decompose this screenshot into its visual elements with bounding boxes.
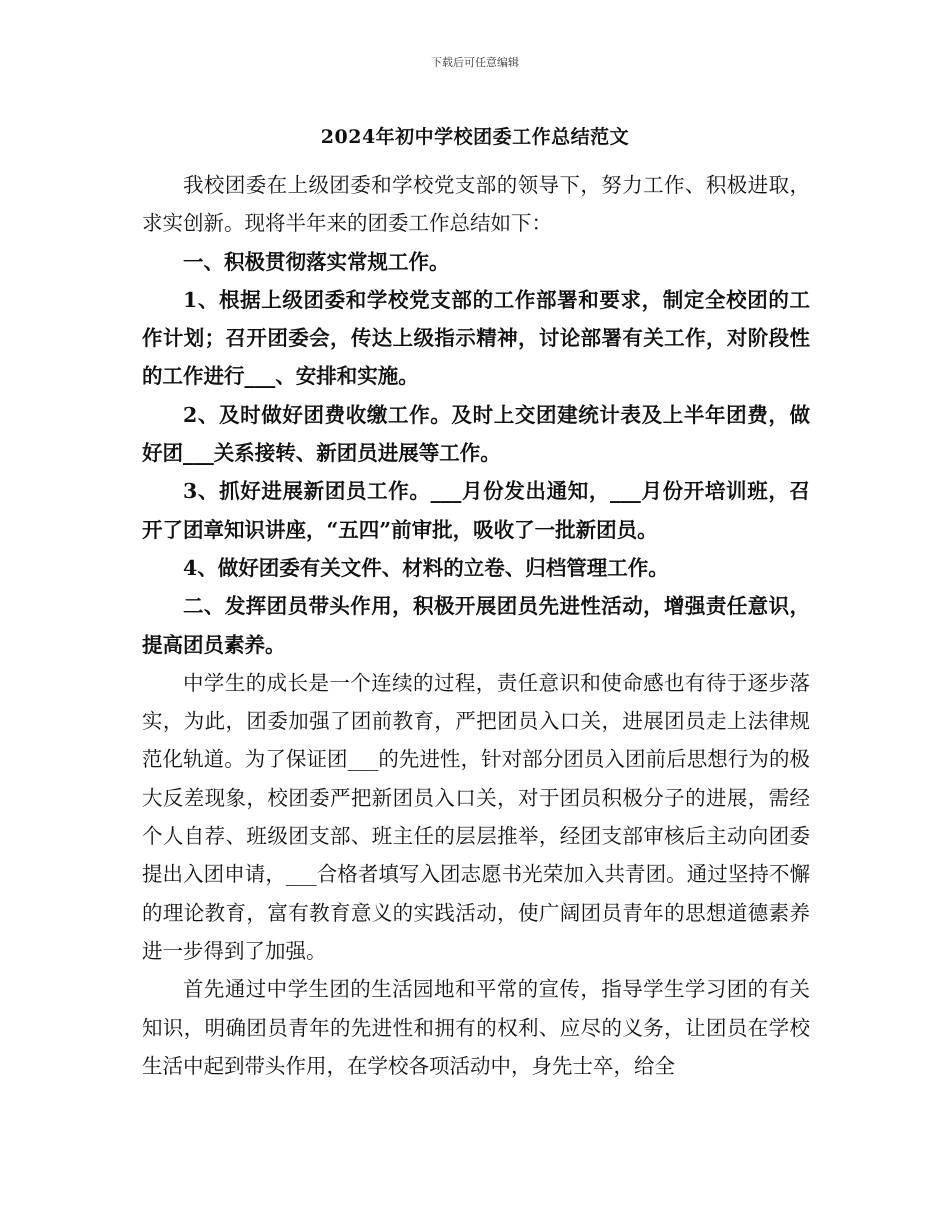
body-paragraph: 首先通过中学生团的生活园地和平常的宣传，指导学生学习团的有关知识，明确团员青年的先进性和拥有的权利、应尽的义务，让团员在学校生活中起到带头作用，在学校各项活动中，身先士卒，给全 xyxy=(142,977,810,1078)
intro-paragraph: 我校团委在上级团委和学校党支部的领导下，努力工作、积极进取，求实创新。现将半年来的团委工作总结如下： xyxy=(142,173,810,236)
list-item-1: 1、根据上级团委和学校党支部的工作部署和要求，制定全校团的工作计划；召开团委会，传达上级指示精神，讨论部署有关工作，对阶段性的工作进行___、安排和实施。 xyxy=(142,287,810,389)
list-item-4: 4、做好团委有关文件、材料的立卷、归档管理工作。 xyxy=(183,555,669,580)
list-item-3: 3、抓好进展新团员工作。___月份发出通知，___月份开培训班，召开了团章知识讲座，“五四”前审批，吸收了一批新团员。 xyxy=(142,479,810,542)
document-title: 2024年初中学校团委工作总结范文 xyxy=(320,126,630,148)
body-paragraph: 中学生的成长是一个连续的过程，责任意识和使命感也有待于逐步落实，为此，团委加强了团前教育，严把团员入口关，进展团员走上法律规范化轨道。为了保证团___的先进性，针对部分团员入团前后思想行为的极大反差现象，校团委严把新团员入口关，对于团员积极分子的进展，需经个人自荐、班级团支部、班主任的层层推举，经团支部审核后主动向团委提出入团申请，___合格者填写入团志愿书光荣加入共青团。通过坚持不懈的理论教育，富有教育意义的实践活动，使广阔团员青年的思想道德素养进一步得到了加强。 xyxy=(142,670,810,963)
document-body xyxy=(142,166,810,1085)
section-heading-1: 一、积极贯彻落实常规工作。 xyxy=(183,249,450,274)
header-note: 下载后可任意编辑 xyxy=(431,56,519,69)
list-item-2: 2、及时做好团费收缴工作。及时上交团建统计表及上半年团费，做好团___关系接转、新团员进展等工作。 xyxy=(142,402,810,466)
section-heading-2: 二、发挥团员带头作用，积极开展团员先进性活动，增强责任意识，提高团员素养。 xyxy=(142,594,810,657)
